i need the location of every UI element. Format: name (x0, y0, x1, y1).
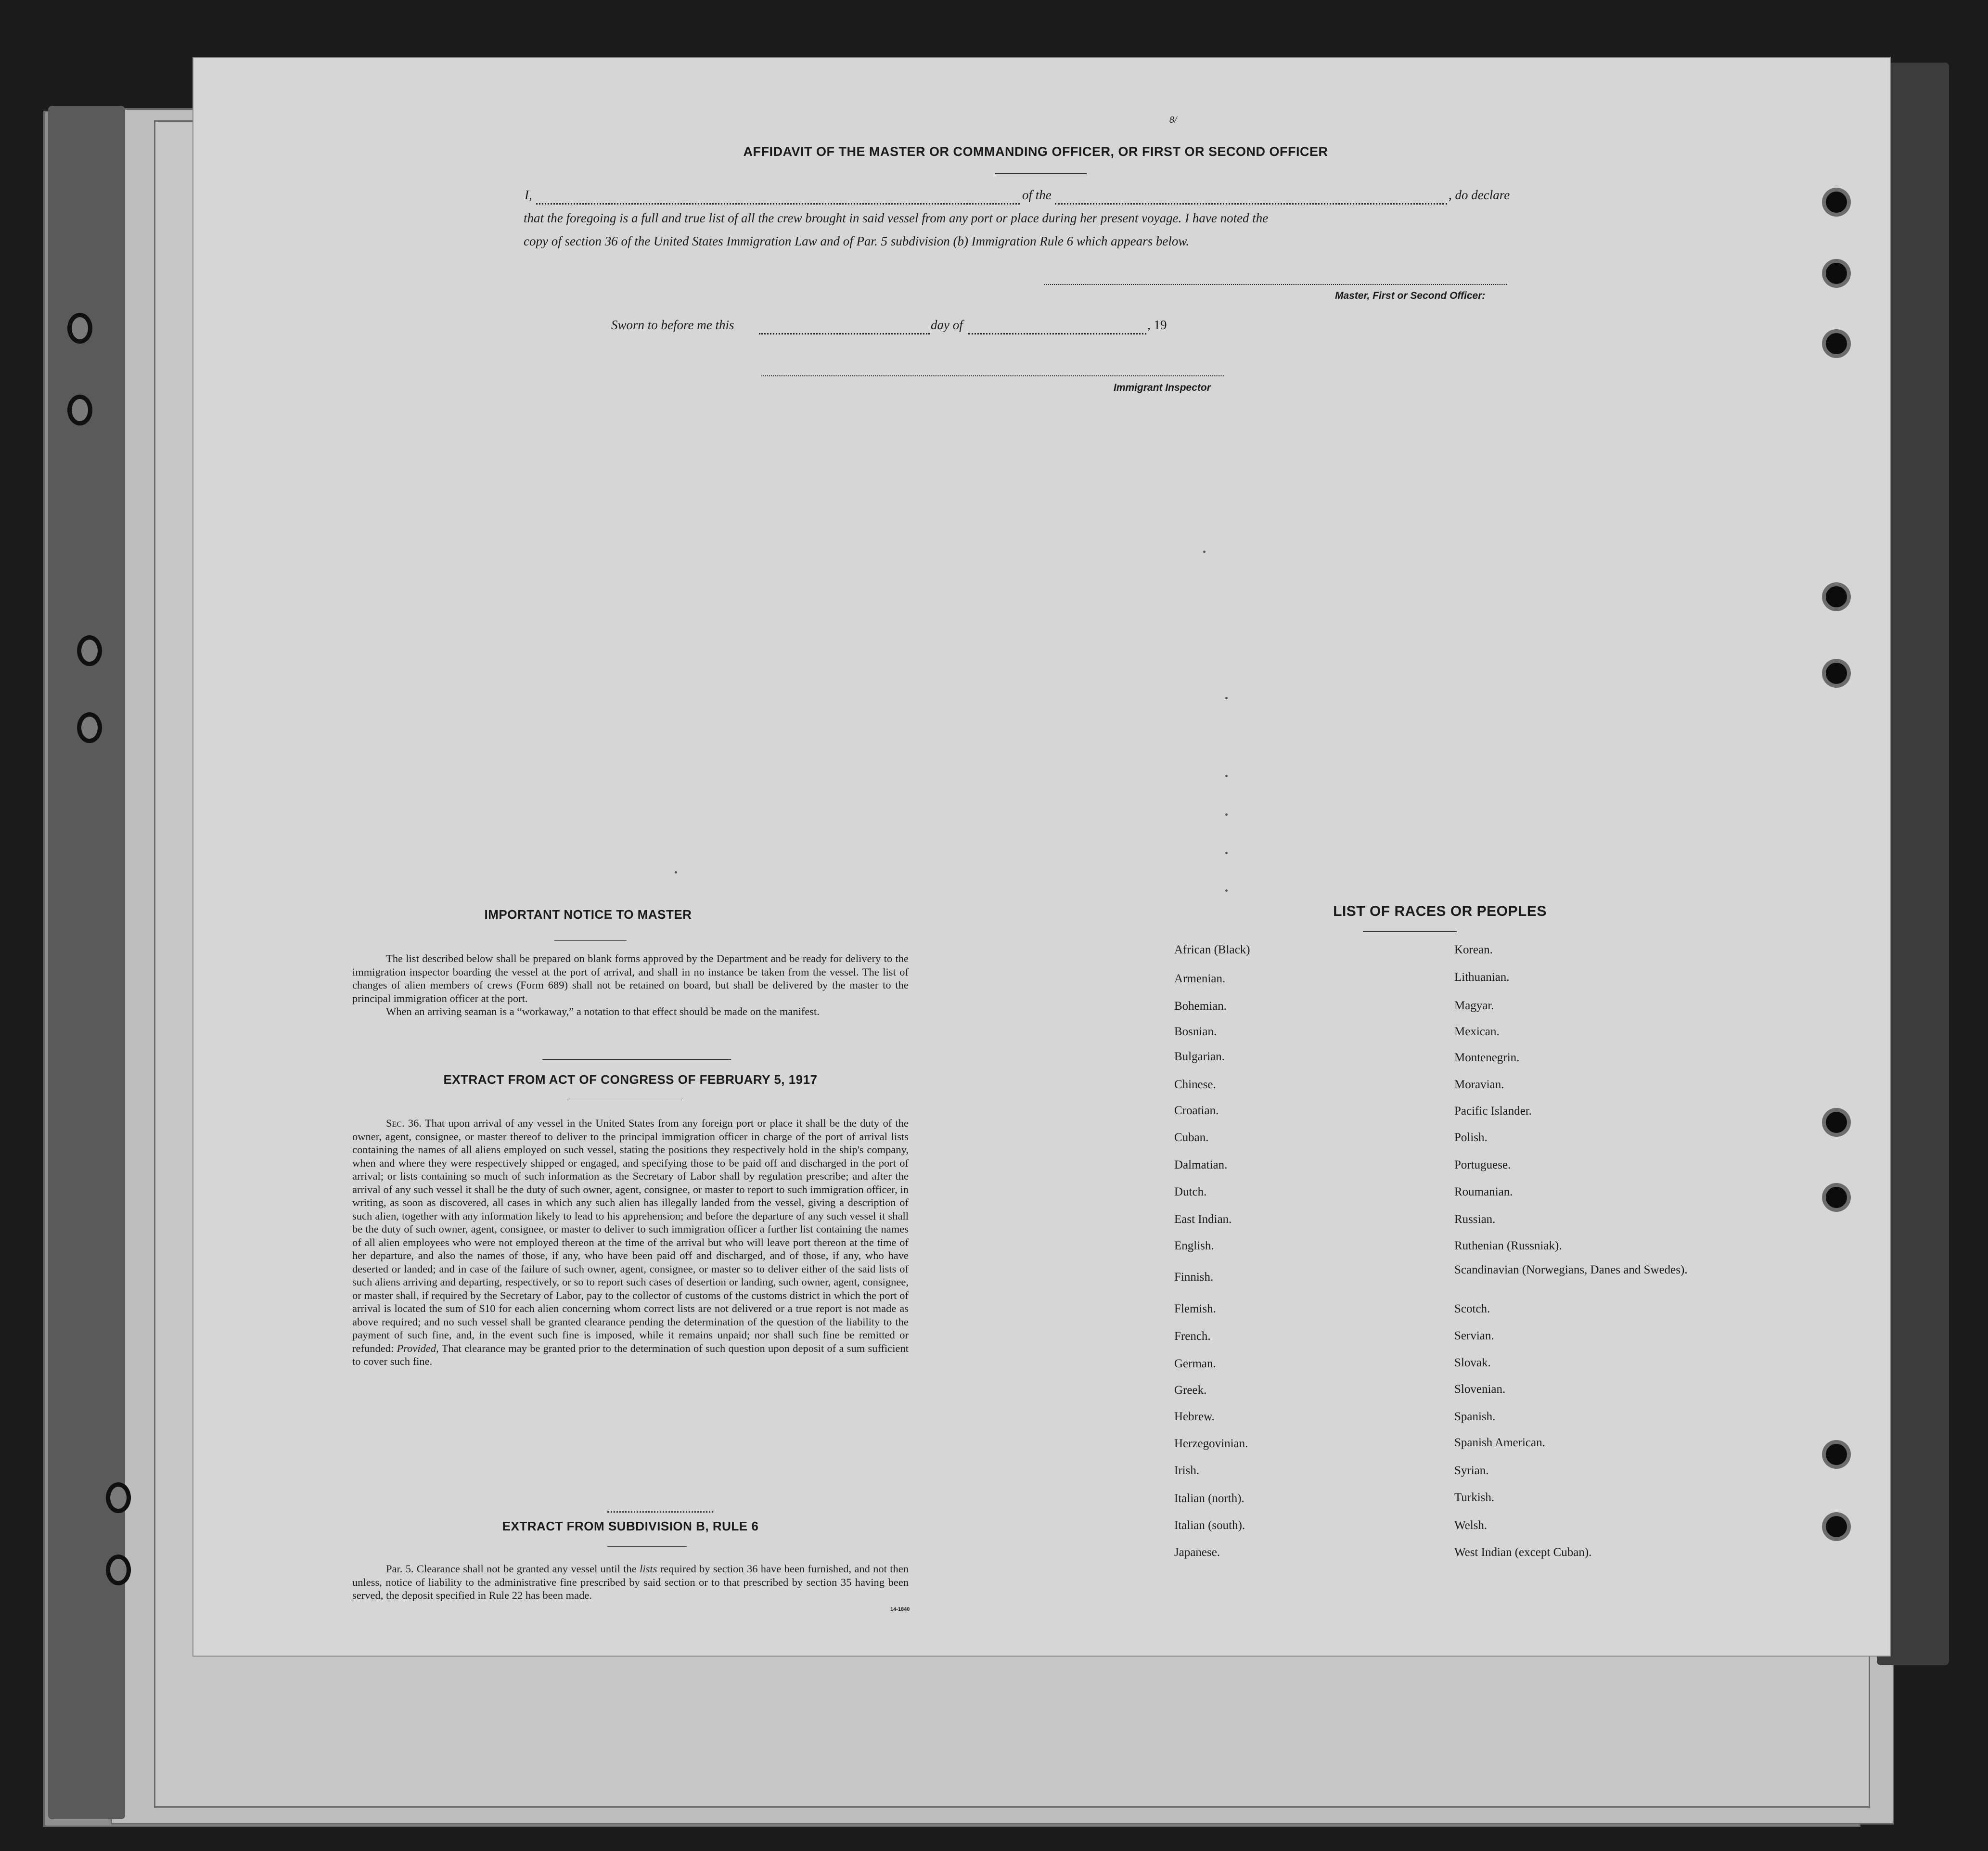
race-item: Bohemian. (1174, 1000, 1227, 1013)
do-declare-label: , do declare (1449, 188, 1510, 202)
year-prefix: , 19 (1147, 318, 1167, 332)
sworn-day-field[interactable] (759, 333, 930, 334)
sworn-month-field[interactable] (968, 333, 1146, 334)
races-rule (1363, 931, 1457, 932)
sec-label: Sec. 36. (386, 1117, 422, 1129)
extract-rule-post: required by section 36 have been furnished, and not then unless, notice of liability to the administrative fine prescribed by said section or to that prescribed by section 35 having been served, the deposit specified in Rule 22 has been made. (352, 1563, 909, 1601)
extract-act-text: That upon arrival of any vessel in the United States from any foreign port or place it shall be the duty of the owner, agent, consignee, or master thereof to deliver to the principal immigration officer in charge of the port of arrival lists containing the names of all aliens employed on such vessel, stating the positions they respectively hold in the ship's company, when and where they were respectively shipped or engaged, and specifying those to be paid off and discharged in the port of arrival; or lists containing so much of such information as the Secretary of Labor shall by regulation prescribe; and after the arrival of any such vessel it shall be the duty of such owner, agent, consignee, or master to report to such immigration officer, in writing, as soon as discovered, all cases in which any such alien has illegally landed from the vessel, giving a description of such alien, together with any information likely to lead to his apprehension; and before the departure of any such vessel it shall be the duty of such owner, agent, consignee, or master to deliver to such immigration officer a further list containing the names of all alien employees who were not employed thereon at the time of the arrival but who will leave port thereon at the time of her departure, and also the names of those, if any, who have been paid off and discharged, and of those, if any, who have deserted or landed; and in case of the failure of such owner, agent, consignee, or master so to deliver either of the said lists of such aliens arriving and departing, respectively, or so to report such cases of desertion or landing, such owner, agent, consignee, or master shall, if required by the Secretary of Labor, pay to the collector of customs of the customs district in which the port of arrival is located the sum of $10 for each alien concerning whom correct lists are not delivered or a true report is not made as above required; and no such vessel shall be granted clearance pending the determination of the question of the liability to the payment of such fine, and, in the event such fine is imposed, while it remains unpaid; nor shall such fine be remitted or refunded: (352, 1117, 909, 1354)
form-code: 14-1840 (890, 1607, 910, 1612)
lists-word: lists (640, 1563, 657, 1575)
race-item: Spanish American. (1454, 1436, 1545, 1449)
race-item: Scotch. (1454, 1302, 1490, 1315)
race-item: Mexican. (1454, 1025, 1500, 1038)
race-item: Finnish. (1174, 1271, 1214, 1284)
race-item: Hebrew. (1174, 1410, 1215, 1423)
officer-caption: Master, First or Second Officer: (1335, 290, 1486, 301)
punch-hole (1826, 1187, 1847, 1208)
declaration-line-1: that the foregoing is a full and true list of all the crew brought in said vessel from any port or place during her present voyage. I have noted the (524, 211, 1269, 225)
stray-mark (1225, 775, 1228, 777)
race-item: Moravian. (1454, 1078, 1504, 1091)
section-rule-2 (607, 1511, 713, 1513)
race-item: Italian (north). (1174, 1492, 1244, 1505)
race-item: Greek. (1174, 1384, 1207, 1397)
day-of-label: day of (931, 318, 963, 332)
race-item: Montenegrin. (1454, 1051, 1520, 1064)
race-item: Portuguese. (1454, 1158, 1511, 1171)
race-item: East Indian. (1174, 1213, 1232, 1226)
race-item: Roumanian. (1454, 1185, 1513, 1198)
extract-act-title: EXTRACT FROM ACT OF CONGRESS OF FEBRUARY 5, 1917 (443, 1072, 818, 1087)
officer-signature-line[interactable] (1044, 284, 1507, 285)
inspector-signature-line[interactable] (761, 375, 1224, 376)
race-item: African (Black) (1174, 943, 1250, 956)
race-item: Slovenian. (1454, 1383, 1506, 1396)
race-item: Chinese. (1174, 1078, 1216, 1091)
race-item: French. (1174, 1330, 1211, 1343)
affidavit-title: AFFIDAVIT OF THE MASTER OR COMMANDING OFFICER, OR FIRST OR SECOND OFFICER (743, 144, 1328, 159)
race-item: Polish. (1454, 1131, 1488, 1144)
extract-act-body (352, 1117, 909, 1368)
race-item: Italian (south). (1174, 1519, 1245, 1532)
race-item: Magyar. (1454, 999, 1494, 1012)
binder-ring-1 (67, 313, 92, 344)
race-item: Pacific Islander. (1454, 1105, 1532, 1118)
race-item: Russian. (1454, 1213, 1496, 1226)
extract-rule-rule (607, 1546, 687, 1547)
provided-label: Provided, (397, 1342, 439, 1354)
punch-hole (1826, 333, 1847, 354)
binder-ring-4 (77, 712, 102, 743)
declaration-line-2: copy of section 36 of the United States Immigration Law and of Par. 5 subdivision (b) Immigration Rule 6 which appears below. (524, 234, 1190, 248)
notice-title: IMPORTANT NOTICE TO MASTER (484, 907, 692, 922)
stray-mark (1225, 813, 1228, 816)
race-item: Herzegovinian. (1174, 1437, 1248, 1450)
manifest-page (192, 57, 1891, 1657)
race-item: Lithuanian. (1454, 971, 1510, 984)
page-mark: 8/ (1169, 115, 1177, 125)
race-item: Irish. (1174, 1464, 1200, 1477)
race-item: Korean. (1454, 943, 1493, 956)
race-item: Bulgarian. (1174, 1050, 1225, 1063)
stray-mark (1203, 551, 1206, 553)
punch-hole (1826, 1444, 1847, 1465)
race-item: Cuban. (1174, 1131, 1209, 1144)
stray-mark (1225, 697, 1228, 699)
race-item: Welsh. (1454, 1519, 1488, 1532)
race-item: Japanese. (1174, 1546, 1220, 1559)
races-title: LIST OF RACES OR PEOPLES (1333, 903, 1547, 919)
title-rule (995, 173, 1087, 174)
binder-ring-2 (67, 395, 92, 425)
binder-ring-3 (77, 635, 102, 666)
race-item: Bosnian. (1174, 1025, 1217, 1038)
extract-rule-title: EXTRACT FROM SUBDIVISION B, RULE 6 (502, 1519, 759, 1533)
binder-ring-6 (106, 1555, 131, 1585)
binder-ring-5 (106, 1482, 131, 1513)
declarant-name-field[interactable] (536, 203, 1020, 205)
stray-mark (1225, 852, 1228, 854)
race-item: Dalmatian. (1174, 1158, 1228, 1171)
race-item: Croatian. (1174, 1104, 1219, 1117)
race-item: Flemish. (1174, 1302, 1216, 1315)
notice-rule (554, 940, 627, 941)
punch-hole (1826, 586, 1847, 607)
stray-mark (1225, 889, 1228, 892)
race-item: Spanish. (1454, 1410, 1496, 1423)
stray-mark (675, 871, 677, 874)
punch-hole (1826, 1516, 1847, 1537)
extract-rule-body (352, 1562, 909, 1602)
of-the-label: of the (1022, 188, 1052, 202)
race-item: Turkish. (1454, 1491, 1495, 1504)
notice-body (352, 952, 909, 1018)
race-item: English. (1174, 1239, 1214, 1252)
race-item: Slovak. (1454, 1356, 1491, 1369)
race-item: Servian. (1454, 1329, 1494, 1342)
punch-hole (1826, 1112, 1847, 1133)
race-item: Syrian. (1454, 1464, 1489, 1477)
sworn-label: Sworn to before me this (611, 318, 734, 332)
vessel-name-field[interactable] (1055, 203, 1447, 205)
race-item: Ruthenian (Russniak). (1454, 1239, 1562, 1252)
extract-act-text-end: That clearance may be granted prior to the determination of such question upon deposit of a sum sufficient to cover such fine. (352, 1342, 909, 1367)
race-item: German. (1174, 1357, 1216, 1370)
notice-para-1: The list described below shall be prepared on blank forms approved by the Department and be ready for delivery to the immigration inspector boarding the vessel at the port of arrival, and shall in no instance be taken from the vessel. The list of changes of alien members of crews (Form 689) shall not be retained on board, but shall be delivered by the master to the principal immigration officer at the port. (352, 952, 909, 1004)
punch-hole (1826, 663, 1847, 684)
extract-rule-pre: Par. 5. Clearance shall not be granted any vessel until the (386, 1563, 637, 1575)
inspector-caption: Immigrant Inspector (1114, 382, 1211, 393)
section-rule (542, 1059, 731, 1060)
punch-hole (1826, 192, 1847, 213)
i-label: I, (525, 188, 532, 202)
notice-para-2: When an arriving seaman is a “workaway,” a notation to that effect should be made on the manifest. (386, 1005, 820, 1017)
race-item: West Indian (except Cuban). (1454, 1546, 1592, 1559)
race-item: Armenian. (1174, 972, 1226, 985)
punch-hole (1826, 263, 1847, 284)
race-item: Scandinavian (Norwegians, Danes and Swedes). (1454, 1263, 1688, 1276)
race-item: Dutch. (1174, 1185, 1207, 1198)
